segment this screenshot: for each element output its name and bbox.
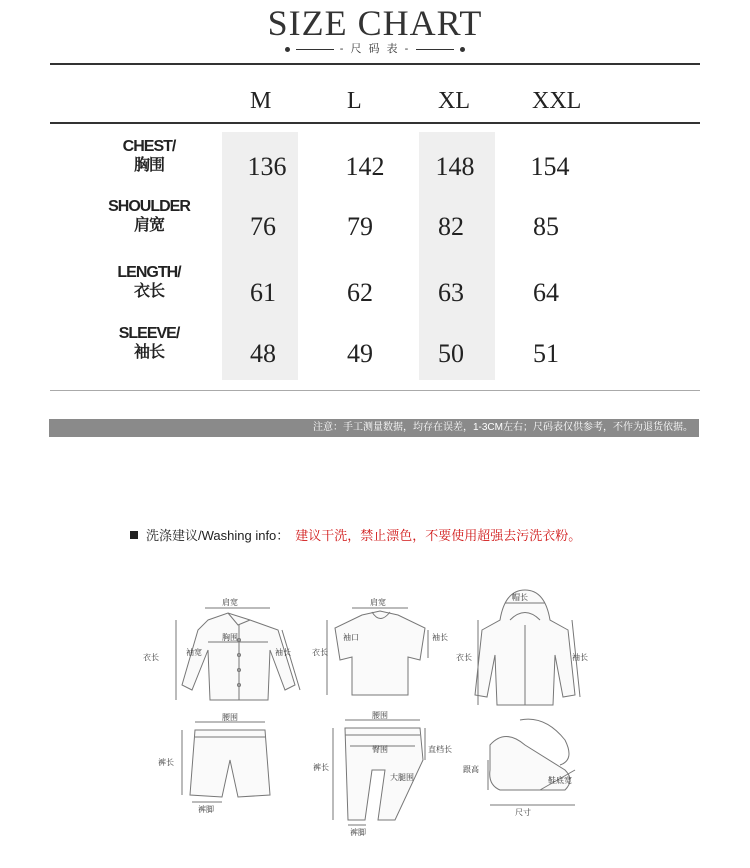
tshirt-diagram <box>327 608 428 695</box>
tshirt-label-length: 衣长 <box>312 648 328 657</box>
shirt-label-sleeve: 袖长 <box>275 648 291 657</box>
hoodie-diagram <box>475 590 580 705</box>
shorts-label-hem: 裤脚 <box>198 805 214 814</box>
shorts-diagram <box>182 722 270 802</box>
subtitle-text: - 尺 码 表 - <box>339 43 411 55</box>
table-cell: 64 <box>533 278 559 307</box>
size-header-xxl: XXL <box>532 88 582 114</box>
table-cell: 49 <box>347 339 373 368</box>
shirt-label-shoulder: 肩宽 <box>222 598 238 607</box>
measurement-note: 注意：手工测量数据，均存在误差，1-3CM左右；尺码表仅供参考，不作为退货依据。 <box>49 419 699 437</box>
table-cell: 62 <box>347 278 373 307</box>
hoodie-label-hood: 帽长 <box>512 593 528 602</box>
shoe-label-sole: 鞋底宽 <box>548 776 572 785</box>
table-cell: 79 <box>347 212 373 241</box>
table-cell: 154 <box>530 152 570 181</box>
size-header-l: L <box>347 88 362 114</box>
row-label-en: SHOULDER <box>108 198 190 215</box>
table-cell: 136 <box>247 152 287 181</box>
row-label-zh: 衣长 <box>133 283 164 300</box>
shorts-label-waist: 腰围 <box>222 713 238 722</box>
pants-label-thigh: 大腿围 <box>390 773 414 782</box>
washing-instructions: 建议干洗，禁止漂色，不要使用超强去污洗衣粉。 <box>295 528 582 543</box>
page-title: SIZE CHART <box>267 3 483 43</box>
table-cell: 48 <box>250 339 276 368</box>
shoe-diagram <box>488 719 575 805</box>
tshirt-label-sleeve: 袖长 <box>432 633 448 642</box>
table-cell: 85 <box>533 212 559 241</box>
row-label-en: CHEST/ <box>122 138 176 155</box>
size-header-m: M <box>250 88 272 114</box>
row-label-en: SLEEVE/ <box>118 325 180 342</box>
shoe-label-size: 尺寸 <box>515 808 531 817</box>
table-cell: 61 <box>250 278 276 307</box>
table-cell: 76 <box>250 212 276 241</box>
size-header-xl: XL <box>438 88 470 114</box>
pants-label-hem: 裤脚 <box>350 828 366 837</box>
tshirt-label-cuff: 袖口 <box>343 633 359 642</box>
shoe-label-heel: 跟高 <box>463 765 479 774</box>
table-cell: 63 <box>438 278 464 307</box>
pants-label-length: 裤长 <box>313 763 329 772</box>
pants-label-rise: 直档长 <box>428 745 452 754</box>
shirt-label-sleeve-width: 袖宽 <box>186 648 202 657</box>
tshirt-label-shoulder: 肩宽 <box>370 598 386 607</box>
shirt-label-length: 衣长 <box>143 653 159 662</box>
row-label-en: LENGTH/ <box>117 264 181 281</box>
row-label-zh: 胸围 <box>133 157 164 174</box>
row-label-zh: 肩宽 <box>133 217 164 234</box>
hoodie-label-sleeve: 袖长 <box>572 653 588 662</box>
row-label-zh: 袖长 <box>133 344 164 361</box>
pants-label-hip: 臀围 <box>372 745 388 754</box>
table-cell: 82 <box>438 212 464 241</box>
pants-label-waist: 腰围 <box>372 711 388 720</box>
washing-label: 洗涤建议/Washing info： <box>146 528 290 543</box>
shorts-label-length: 裤长 <box>158 758 174 767</box>
table-cell: 142 <box>345 152 385 181</box>
table-cell: 148 <box>435 152 475 181</box>
shirt-label-chest: 胸围 <box>222 633 238 642</box>
table-cell: 51 <box>533 339 559 368</box>
table-cell: 50 <box>438 339 464 368</box>
hoodie-label-length: 衣长 <box>456 653 472 662</box>
